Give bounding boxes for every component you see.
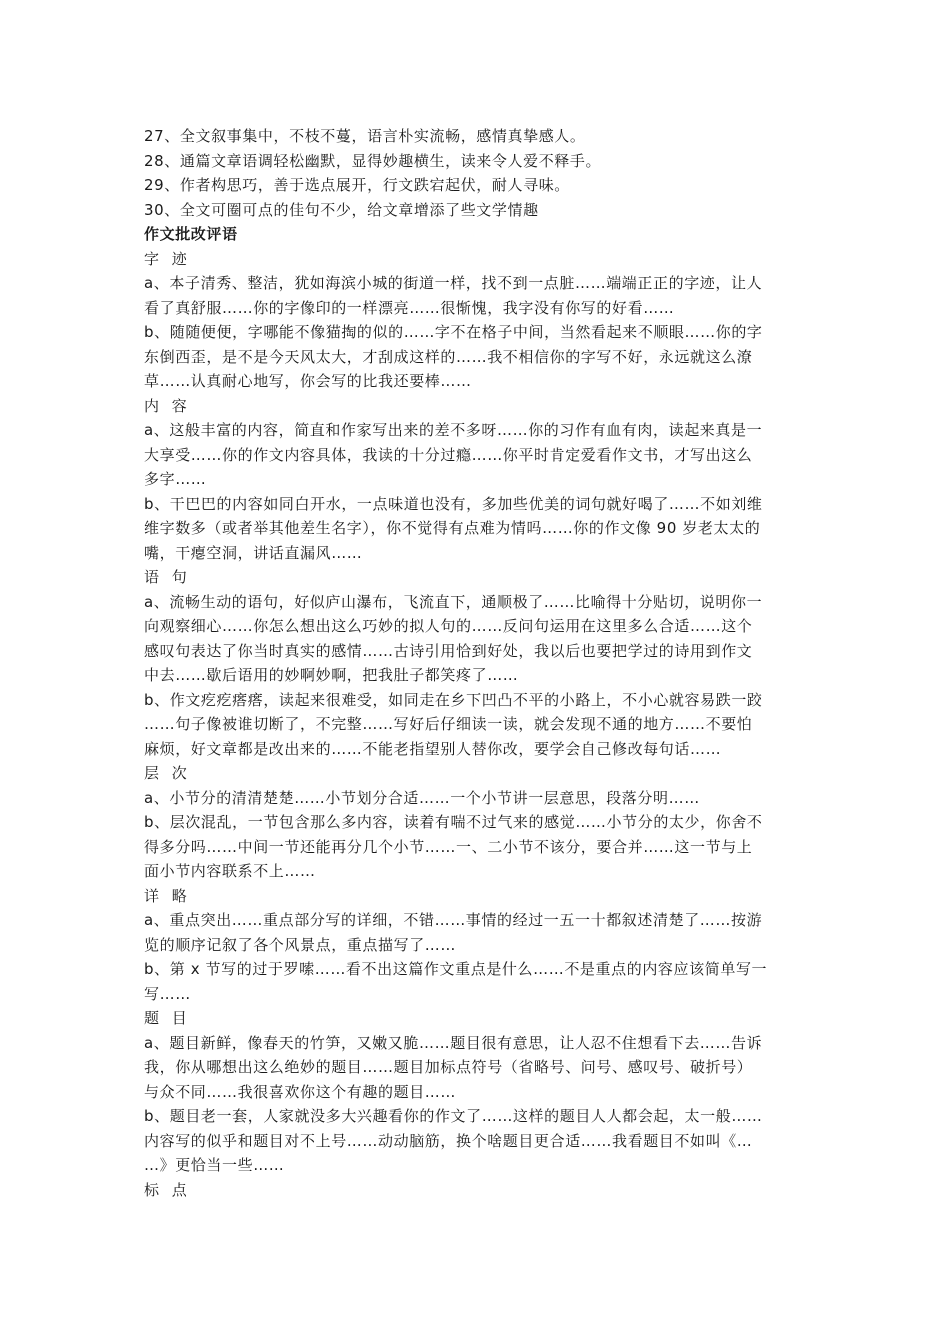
text-line: 我，你从哪想出这么绝妙的题目……题目加标点符号（省略号、问号、感叹号、破折号） [144,1058,753,1076]
text-line: 麻烦，好文章都是改出来的……不能老指望别人替你改，要学会自己修改每句话…… [144,739,722,758]
text-line: 东倒西歪，是不是今天风太大，才刮成这样的……我不相信你的字写不好，永远就这么潦 [144,347,753,366]
text-line: b、第 x 节写的过于罗嗦……看不出这篇作文重点是什么……不是重点的内容应该简单写一 [144,960,768,978]
section-title: 标 点 [144,1180,191,1199]
section-title: 层 次 [144,764,191,782]
text-line: 内容写的似乎和题目对不上号……动动脑筋，换个啥题目更合适……我看题目不如叫《… [144,1131,753,1150]
text-line: b、随随便便，字哪能不像猫掏的似的……字不在格子中间，当然看起来不顺眼……你的字 [144,323,763,341]
text-line: ……句子像被谁切断了，不完整……写好后仔细读一读，就会发现不通的地方……不要怕 [144,715,753,733]
text-line: a、小节分的清清楚楚……小节划分合适……一个小节讲一层意思，段落分明…… [144,788,700,807]
text-line: 多字…… [144,470,207,488]
document-heading: 作文批改评语 [144,225,238,243]
section-title: 字 迹 [144,249,191,268]
text-line: 28、通篇文章语调轻松幽默，显得妙趣横生，读来令人爱不释手。 [144,151,602,170]
text-line: 草……认真耐心地写，你会写的比我还要棒…… [144,372,472,390]
section-title: 题 目 [144,1009,191,1027]
document-page [144,124,808,1202]
text-line: a、题目新鲜，像春天的竹笋，又嫩又脆……题目很有意思，让人忍不住想看下去……告诉 [144,1033,763,1052]
text-line: a、这般丰富的内容，简直和作家写出来的差不多呀……你的习作有血有肉，读起来真是一 [144,421,763,439]
text-line: 大享受……你的作文内容具体，我读的十分过瘾……你平时肯定爱看作文书，才写出这么 [144,445,753,464]
text-line: 得多分吗……中间一节还能再分几个小节……一、二小节不该分，要合并……这一节与上 [144,837,753,856]
text-line: 面小节内容联系不上…… [144,862,316,880]
text-line: 27、全文叙事集中，不枝不蔓，语言朴实流畅，感情真挚感人。 [144,127,586,145]
text-line: 感叹句表达了你当时真实的感情……古诗引用恰到好处，我以后也要把学过的诗用到作文 [144,641,753,660]
section-title: 详 略 [144,886,191,905]
text-line: 中去……歇后语用的妙啊妙啊，把我肚子都笑疼了…… [144,666,519,684]
text-line: …》更恰当一些…… [144,1156,285,1174]
text-line: 览的顺序记叙了各个风景点，重点描写了…… [144,935,457,954]
text-line: 29、作者构思巧，善于选点展开，行文跌宕起伏，耐人寻味。 [144,176,570,194]
text-line: a、流畅生动的语句，好似庐山瀑布，飞流直下，通顺极了……比喻得十分贴切，说明你一 [144,592,763,611]
text-line: b、作文疙疙瘩瘩，读起来很难受，如同走在乡下凹凸不平的小路上，不小心就容易跌一跤 [144,690,763,709]
text-line: a、本子清秀、整洁，犹如海滨小城的街道一样，找不到一点脏……端端正正的字迹，让人 [144,274,763,292]
text-line: 看了真舒服……你的字像印的一样漂亮……很惭愧，我字没有你写的好看…… [144,298,675,317]
text-line: b、干巴巴的内容如同白开水，一点味道也没有，多加些优美的词句就好喝了……不如刘维 [144,494,763,513]
text-line: a、重点突出……重点部分写的详细，不错……事情的经过一五一十都叙述清楚了……按游 [144,911,763,929]
text-line: 与众不同……我很喜欢你这个有趣的题目…… [144,1082,457,1101]
text-line: b、层次混乱，一节包含那么多内容，读着有喘不过气来的感觉……小节分的太少，你舍不 [144,813,763,831]
section-title: 语 句 [144,568,191,586]
text-line: b、题目老一套，人家就没多大兴趣看你的作文了……这样的题目人人都会起，太一般…… [144,1107,763,1125]
text-line: 维字数多（或者举其他差生名字），你不觉得有点难为情吗……你的作文像 90 岁老太太的 [144,519,761,537]
text-line: 向观察细心……你怎么想出这么巧妙的拟人句的……反问句运用在这里多么合适……这个 [144,617,753,635]
text-line: 写…… [144,984,191,1003]
text-line: 30、全文可圈可点的佳句不少，给文章增添了些文学情趣 [144,200,539,219]
text-line: 嘴，干瘪空洞，讲话直漏风…… [144,543,363,562]
section-title: 内 容 [144,396,191,415]
